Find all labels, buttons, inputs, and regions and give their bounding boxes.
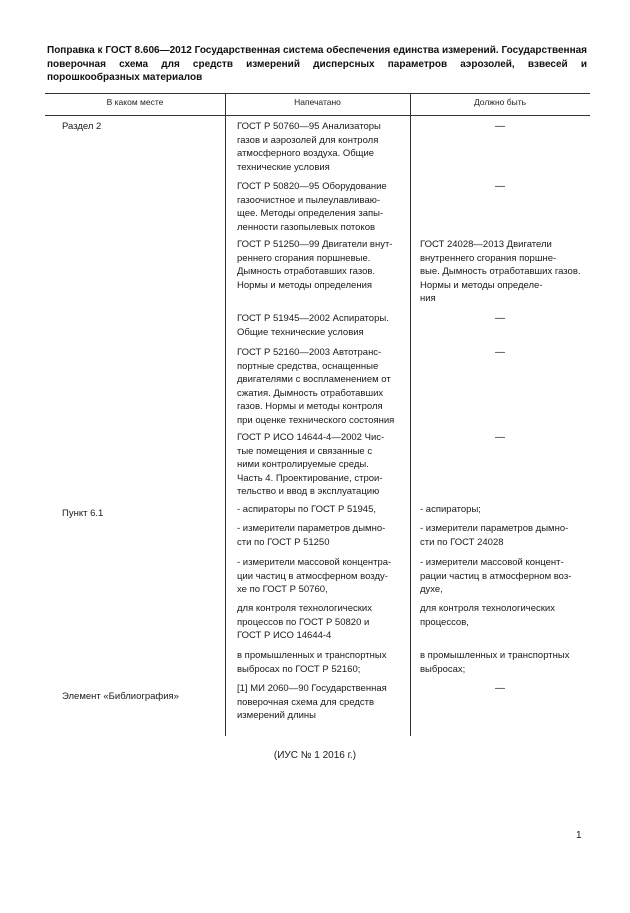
- should-be-cell: в промышленных и транспортных выбросах;: [420, 650, 570, 675]
- printed-cell: ГОСТ Р 50760—95 Анализаторы газов и аэрозолей для контроля атмосферного воздуха. Общие технические условия: [237, 121, 381, 173]
- printed-cell: ГОСТ Р 51250—99 Двигатели внут- реннего сгорания поршневые. Дымность отработавших газов. Нормы и методы определения: [237, 239, 393, 291]
- correction-table: [45, 93, 590, 736]
- header-should-be: Должно быть: [473, 97, 527, 107]
- printed-cell: - аспираторы по ГОСТ Р 51945,: [237, 504, 377, 515]
- dash-cell: —: [495, 313, 505, 324]
- should-be-cell: - измерители параметров дымно- сти по ГОСТ 24028: [420, 523, 569, 548]
- printed-cell: [1] МИ 2060—90 Государственная поверочная схема для средств измерений длины: [237, 683, 387, 722]
- header-location: В каком месте: [106, 97, 164, 107]
- dash-cell: —: [495, 347, 505, 358]
- column-divider-1: [225, 93, 226, 736]
- location-section-2: Раздел 2: [62, 121, 102, 132]
- table-header-rule: [45, 115, 590, 116]
- table-top-rule: [45, 93, 590, 94]
- printed-cell: - измерители массовой концентра- ции частиц в атмосферном возду- хе по ГОСТ Р 50760,: [237, 557, 392, 596]
- should-be-cell: - измерители массовой концент- рации частиц в атмосферном воз- духе,: [420, 557, 572, 596]
- dash-cell: —: [495, 121, 505, 132]
- document-title: Поправка к ГОСТ 8.606—2012 Государственная система обеспечения единства измерений. Государственная поверочная схема для средств измерений дисперсных параметров аэрозолей, взвесей и порошкообразных материалов: [47, 45, 587, 83]
- dash-cell: —: [495, 683, 505, 694]
- location-clause-6-1: Пункт 6.1: [62, 508, 104, 519]
- printed-cell: ГОСТ Р 50820—95 Оборудование газоочистное и пылеулавливаю- щее. Методы определения запы- ленности газопылевых потоков: [237, 181, 387, 233]
- printed-cell: для контроля технологических процессов по ГОСТ Р 50820 и ГОСТ Р ИСО 14644-4: [237, 603, 372, 642]
- printed-cell: в промышленных и транспортных выбросах по ГОСТ Р 52160;: [237, 650, 387, 675]
- printed-cell: ГОСТ Р ИСО 14644-4—2002 Чис- тые помещения и связанные с ними контролируемые среды. Часть 4. Проектирование, строи- тельство и ввод в эксплуатацию: [237, 432, 385, 498]
- page-number: 1: [576, 830, 582, 841]
- should-be-cell: ГОСТ 24028—2013 Двигатели внутреннего сгорания поршне- вые. Дымность отработавших газов. Нормы и методы определе- ния: [420, 239, 581, 305]
- should-be-cell: для контроля технологических процессов,: [420, 603, 555, 628]
- printed-cell: ГОСТ Р 52160—2003 Автотранс- портные средства, оснащенные двигателями с воспламенением от сжатия. Дымность отработавших газов. Нормы и методы контроля при оценке технического состояния: [237, 347, 395, 426]
- dash-cell: —: [495, 181, 505, 192]
- column-divider-2: [410, 93, 411, 736]
- header-printed: Напечатано: [294, 97, 341, 107]
- dash-cell: —: [495, 432, 505, 443]
- printed-cell: ГОСТ Р 51945—2002 Аспираторы. Общие технические условия: [237, 313, 389, 338]
- should-be-cell: - аспираторы;: [420, 504, 481, 515]
- footer-note: (ИУС № 1 2016 г.): [273, 750, 357, 761]
- printed-cell: - измерители параметров дымно- сти по ГОСТ Р 51250: [237, 523, 386, 548]
- location-bibliography: Элемент «Библиография»: [62, 691, 179, 702]
